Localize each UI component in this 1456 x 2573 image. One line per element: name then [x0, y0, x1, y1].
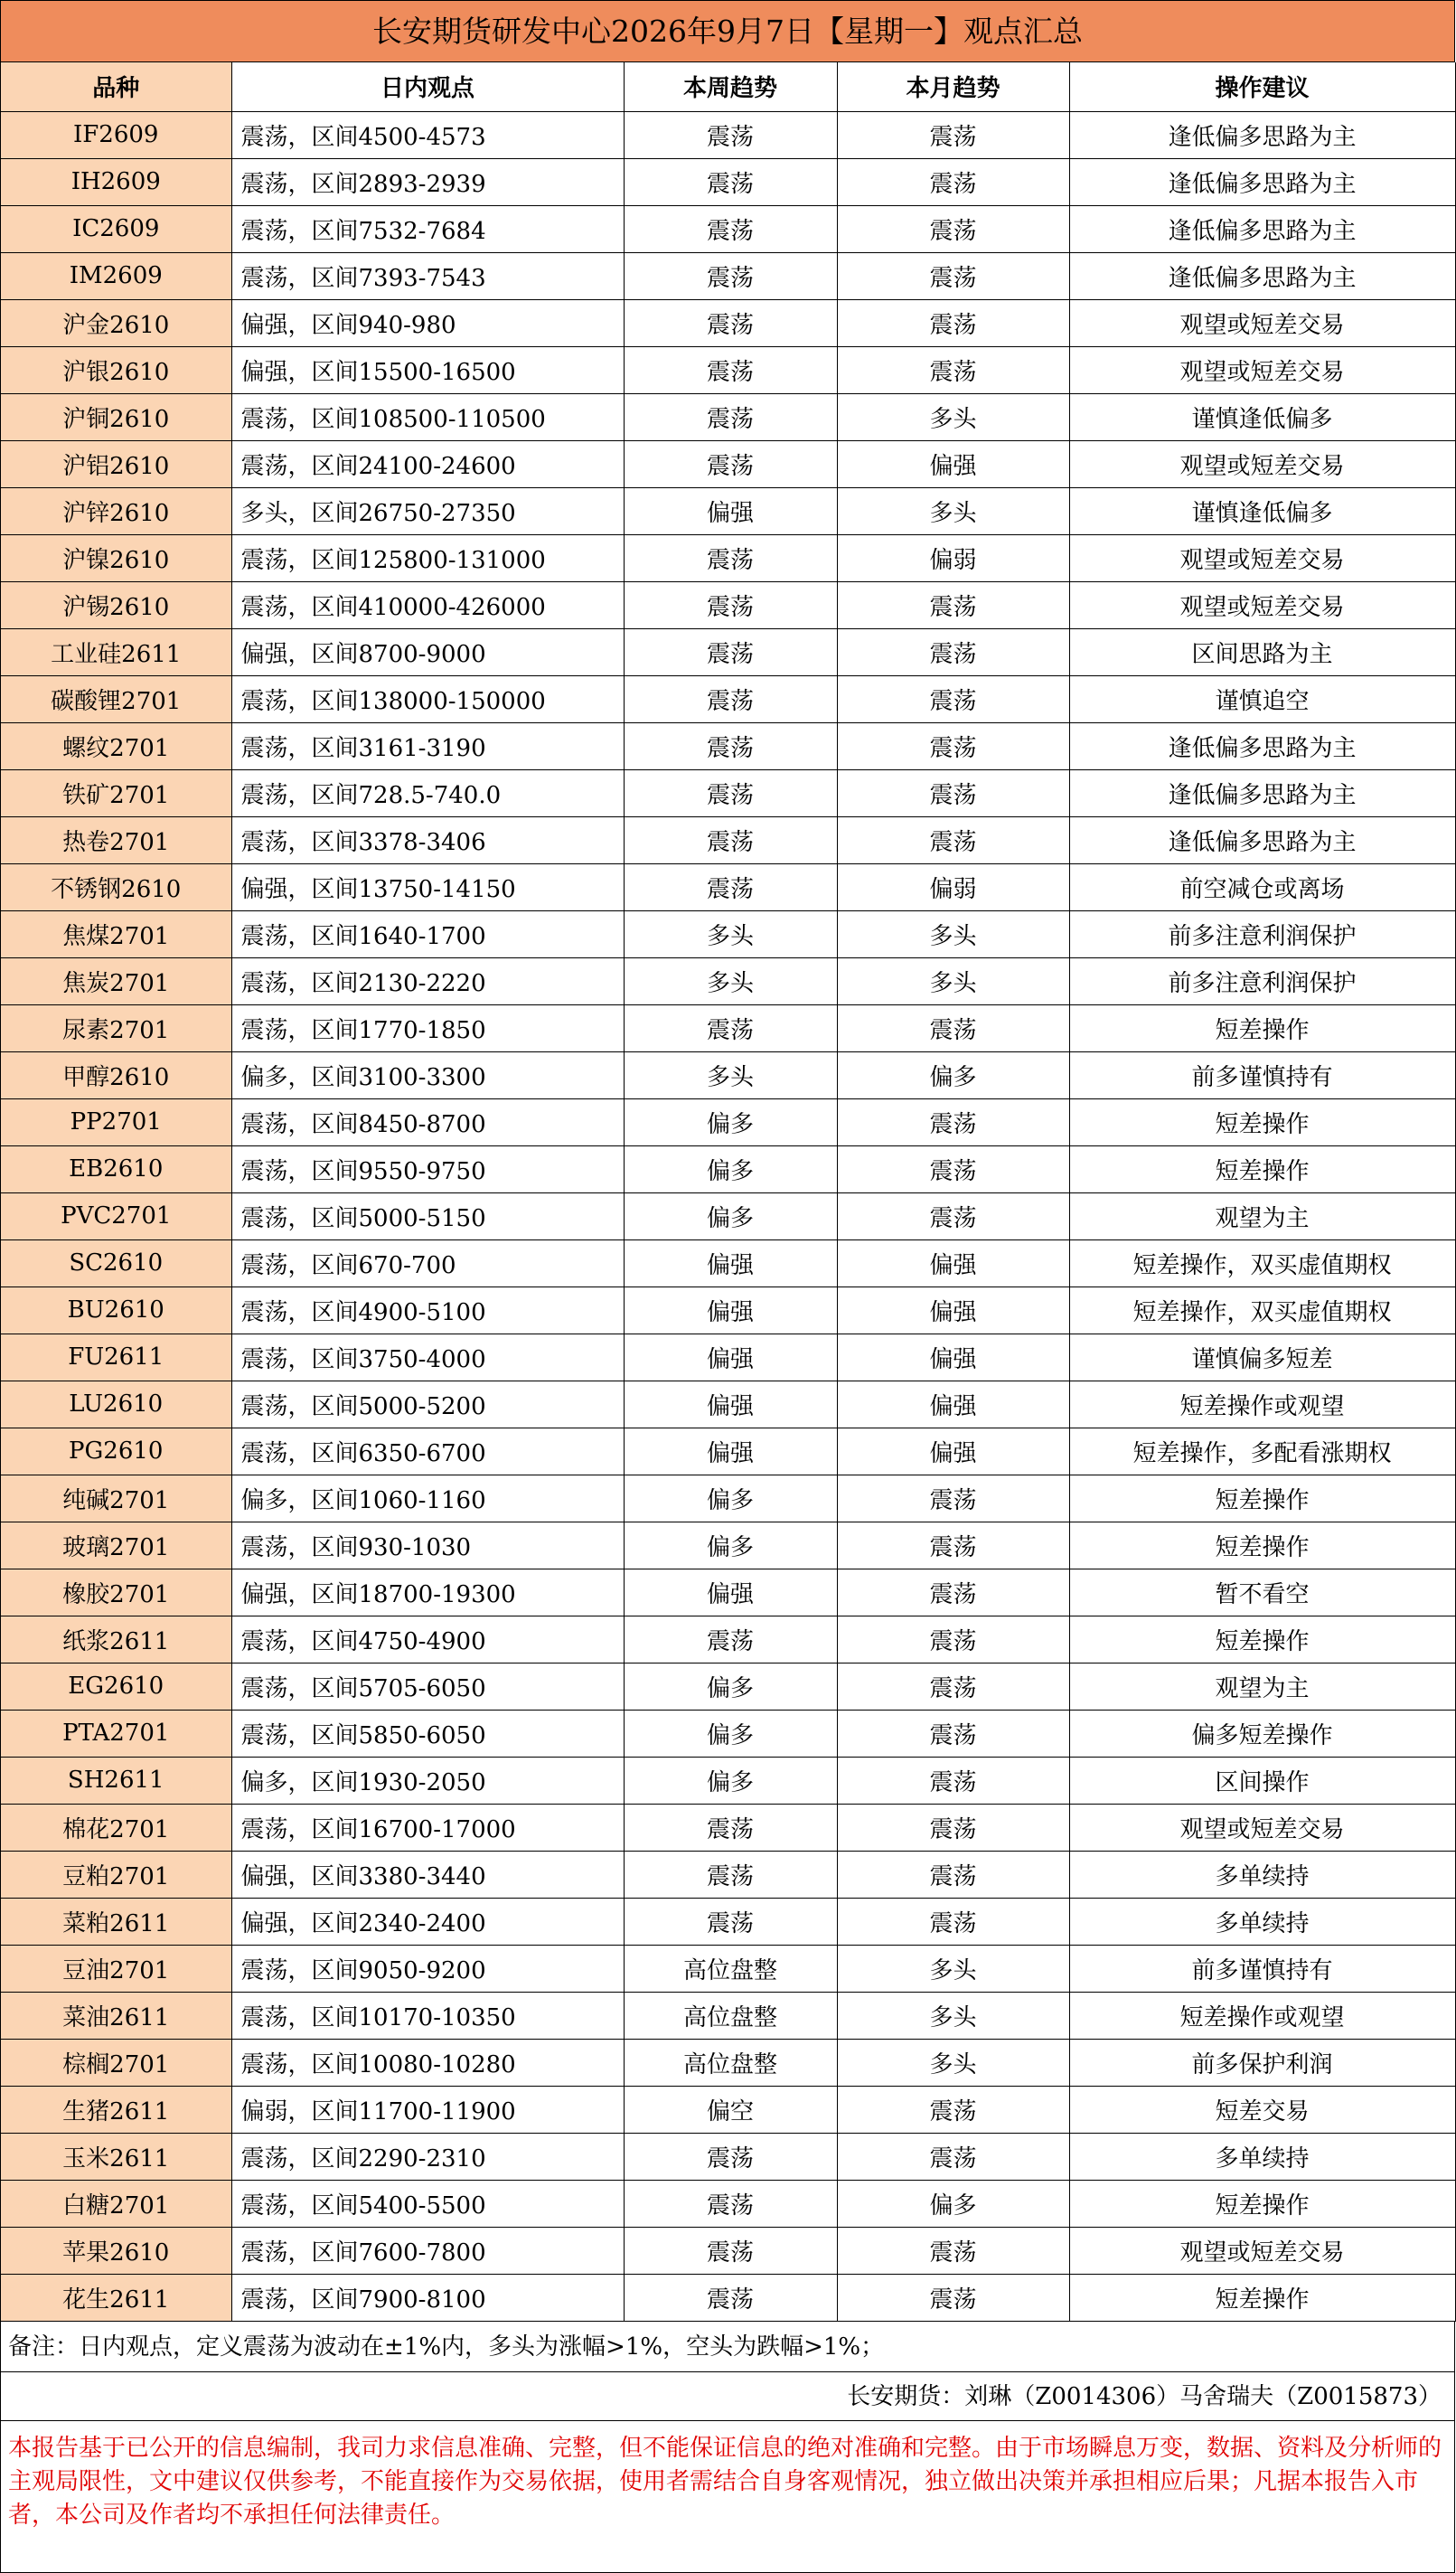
intraday-view-cell: 偏强，区间2340-2400: [231, 1898, 624, 1945]
suggestion-cell: 观望或短差交易: [1069, 2227, 1455, 2274]
weekly-trend-cell: 高位盘整: [624, 2039, 837, 2086]
monthly-trend-cell: 震荡: [837, 722, 1069, 769]
table-note: 备注：日内观点，定义震荡为波动在±1%内，多头为涨幅>1%，空头为跌幅>1%；: [1, 2322, 1455, 2372]
suggestion-cell: 逢低偏多思路为主: [1069, 111, 1455, 158]
table-row: [1, 910, 1455, 957]
intraday-view-cell: 震荡，区间5000-5150: [231, 1192, 624, 1239]
table-row: [1, 1428, 1455, 1475]
weekly-trend-cell: 偏空: [624, 2086, 837, 2133]
monthly-trend-cell: 震荡: [837, 1851, 1069, 1898]
suggestion-cell: 短差操作: [1069, 1145, 1455, 1192]
weekly-trend-cell: 偏多: [624, 1098, 837, 1145]
table-row: [1, 2133, 1455, 2180]
weekly-trend-cell: 震荡: [624, 2227, 837, 2274]
monthly-trend-cell: 偏强: [837, 440, 1069, 487]
table-row: [1, 2180, 1455, 2227]
intraday-view-cell: 震荡，区间4500-4573: [231, 111, 624, 158]
table-row: [1, 1851, 1455, 1898]
intraday-view-cell: 震荡，区间5400-5500: [231, 2180, 624, 2227]
weekly-trend-cell: 高位盘整: [624, 1992, 837, 2039]
monthly-trend-cell: 多头: [837, 1945, 1069, 1992]
table-row: [1, 346, 1455, 393]
variety-cell: 沪镍2610: [1, 534, 231, 581]
intraday-view-cell: 震荡，区间7532-7684: [231, 205, 624, 252]
variety-cell: SC2610: [1, 1239, 231, 1286]
monthly-trend-cell: 偏多: [837, 2180, 1069, 2227]
intraday-view-cell: 偏强，区间940-980: [231, 299, 624, 346]
intraday-view-cell: 震荡，区间2130-2220: [231, 957, 624, 1004]
header-weekly-trend: 本周趋势: [624, 62, 837, 111]
table-row: [1, 111, 1455, 158]
table-row: [1, 1804, 1455, 1851]
suggestion-cell: 多单续持: [1069, 2133, 1455, 2180]
variety-cell: IF2609: [1, 111, 231, 158]
disclaimer-text: 本报告基于已公开的信息编制，我司力求信息准确、完整，但不能保证信息的绝对准确和完整。由于市场瞬息万变，数据、资料及分析师的主观局限性，文中建议仅供参考，不能直接作为交易依据，使用者需结合自身客观情况，独立做出决策并承担相应后果；凡据本报告入市者，本公司及作者均不承担任何法律责任。: [1, 2421, 1455, 2573]
table-row: [1, 440, 1455, 487]
table-row: [1, 252, 1455, 299]
monthly-trend-cell: 震荡: [837, 1616, 1069, 1663]
intraday-view-cell: 震荡，区间728.5-740.0: [231, 769, 624, 816]
variety-cell: 白糖2701: [1, 2180, 231, 2227]
suggestion-cell: 观望为主: [1069, 1192, 1455, 1239]
weekly-trend-cell: 偏强: [624, 1569, 837, 1616]
monthly-trend-cell: 偏强: [837, 1334, 1069, 1381]
variety-cell: LU2610: [1, 1381, 231, 1428]
table-row: [1, 1051, 1455, 1098]
intraday-view-cell: 震荡，区间3378-3406: [231, 816, 624, 863]
variety-cell: 不锈钢2610: [1, 863, 231, 910]
monthly-trend-cell: 多头: [837, 910, 1069, 957]
monthly-trend-cell: 多头: [837, 957, 1069, 1004]
table-row: [1, 1569, 1455, 1616]
weekly-trend-cell: 高位盘整: [624, 1945, 837, 1992]
weekly-trend-cell: 偏强: [624, 1428, 837, 1475]
weekly-trend-cell: 震荡: [624, 1851, 837, 1898]
monthly-trend-cell: 震荡: [837, 1710, 1069, 1757]
intraday-view-cell: 震荡，区间5000-5200: [231, 1381, 624, 1428]
monthly-trend-cell: 多头: [837, 1992, 1069, 2039]
table-row: [1, 1945, 1455, 1992]
suggestion-cell: 短差操作: [1069, 1098, 1455, 1145]
monthly-trend-cell: 震荡: [837, 111, 1069, 158]
monthly-trend-cell: 震荡: [837, 1569, 1069, 1616]
intraday-view-cell: 震荡，区间3750-4000: [231, 1334, 624, 1381]
weekly-trend-cell: 震荡: [624, 2133, 837, 2180]
weekly-trend-cell: 震荡: [624, 581, 837, 628]
variety-cell: SH2611: [1, 1757, 231, 1804]
table-row: [1, 534, 1455, 581]
weekly-trend-cell: 偏多: [624, 1475, 837, 1522]
monthly-trend-cell: 震荡: [837, 252, 1069, 299]
suggestion-cell: 逢低偏多思路为主: [1069, 205, 1455, 252]
suggestion-cell: 观望为主: [1069, 1663, 1455, 1710]
monthly-trend-cell: 偏弱: [837, 534, 1069, 581]
variety-cell: EG2610: [1, 1663, 231, 1710]
variety-cell: 焦炭2701: [1, 957, 231, 1004]
variety-cell: EB2610: [1, 1145, 231, 1192]
weekly-trend-cell: 多头: [624, 910, 837, 957]
variety-cell: PTA2701: [1, 1710, 231, 1757]
weekly-trend-cell: 震荡: [624, 2274, 837, 2321]
monthly-trend-cell: 震荡: [837, 2086, 1069, 2133]
monthly-trend-cell: 震荡: [837, 1898, 1069, 1945]
weekly-trend-cell: 震荡: [624, 111, 837, 158]
table-row: [1, 1098, 1455, 1145]
variety-cell: 热卷2701: [1, 816, 231, 863]
suggestion-cell: 谨慎追空: [1069, 675, 1455, 722]
intraday-view-cell: 震荡，区间5850-6050: [231, 1710, 624, 1757]
weekly-trend-cell: 震荡: [624, 346, 837, 393]
intraday-view-cell: 震荡，区间10080-10280: [231, 2039, 624, 2086]
intraday-view-cell: 震荡，区间9550-9750: [231, 1145, 624, 1192]
variety-cell: 花生2611: [1, 2274, 231, 2321]
monthly-trend-cell: 偏强: [837, 1428, 1069, 1475]
suggestion-cell: 谨慎逢低偏多: [1069, 393, 1455, 440]
suggestion-cell: 短差操作: [1069, 1475, 1455, 1522]
table-row: [1, 769, 1455, 816]
table-row: [1, 2039, 1455, 2086]
header-suggestion: 操作建议: [1069, 62, 1455, 111]
table-row: [1, 2227, 1455, 2274]
suggestion-cell: 短差操作，双买虚值期权: [1069, 1239, 1455, 1286]
table-row: [1, 1145, 1455, 1192]
weekly-trend-cell: 震荡: [624, 769, 837, 816]
weekly-trend-cell: 偏多: [624, 1663, 837, 1710]
intraday-view-cell: 震荡，区间1770-1850: [231, 1004, 624, 1051]
weekly-trend-cell: 偏多: [624, 1192, 837, 1239]
variety-cell: FU2611: [1, 1334, 231, 1381]
monthly-trend-cell: 震荡: [837, 2133, 1069, 2180]
variety-cell: 尿素2701: [1, 1004, 231, 1051]
suggestion-cell: 观望或短差交易: [1069, 534, 1455, 581]
suggestion-cell: 观望或短差交易: [1069, 581, 1455, 628]
monthly-trend-cell: 多头: [837, 393, 1069, 440]
monthly-trend-cell: 震荡: [837, 816, 1069, 863]
intraday-view-cell: 震荡，区间410000-426000: [231, 581, 624, 628]
variety-cell: 甲醇2610: [1, 1051, 231, 1098]
intraday-view-cell: 震荡，区间2290-2310: [231, 2133, 624, 2180]
variety-cell: 玉米2611: [1, 2133, 231, 2180]
suggestion-cell: 逢低偏多思路为主: [1069, 252, 1455, 299]
weekly-trend-cell: 偏强: [624, 1239, 837, 1286]
suggestion-cell: 逢低偏多思路为主: [1069, 816, 1455, 863]
table-row: [1, 393, 1455, 440]
monthly-trend-cell: 震荡: [837, 2227, 1069, 2274]
suggestion-cell: 多单续持: [1069, 1898, 1455, 1945]
table-row: [1, 1004, 1455, 1051]
weekly-trend-cell: 偏多: [624, 1145, 837, 1192]
intraday-view-cell: 震荡，区间4750-4900: [231, 1616, 624, 1663]
suggestion-cell: 前多注意利润保护: [1069, 957, 1455, 1004]
intraday-view-cell: 震荡，区间4900-5100: [231, 1286, 624, 1334]
authors-line: 长安期货：刘琳（Z0014306）马舍瑞夫（Z0015873）: [1, 2372, 1455, 2421]
intraday-view-cell: 多头，区间26750-27350: [231, 487, 624, 534]
table-row: [1, 1898, 1455, 1945]
monthly-trend-cell: 震荡: [837, 1004, 1069, 1051]
suggestion-cell: 前多谨慎持有: [1069, 1051, 1455, 1098]
monthly-trend-cell: 震荡: [837, 1522, 1069, 1569]
weekly-trend-cell: 震荡: [624, 2180, 837, 2227]
variety-cell: PG2610: [1, 1428, 231, 1475]
table-row: [1, 2086, 1455, 2133]
intraday-view-cell: 偏强，区间13750-14150: [231, 863, 624, 910]
weekly-trend-cell: 震荡: [624, 252, 837, 299]
suggestion-cell: 暂不看空: [1069, 1569, 1455, 1616]
variety-cell: 棉花2701: [1, 1804, 231, 1851]
suggestion-cell: 短差操作，双买虚值期权: [1069, 1286, 1455, 1334]
intraday-view-cell: 偏强，区间15500-16500: [231, 346, 624, 393]
weekly-trend-cell: 震荡: [624, 1616, 837, 1663]
header-monthly-trend: 本月趋势: [837, 62, 1069, 111]
suggestion-cell: 区间思路为主: [1069, 628, 1455, 675]
table-row: [1, 1475, 1455, 1522]
intraday-view-cell: 震荡，区间8450-8700: [231, 1098, 624, 1145]
monthly-trend-cell: 震荡: [837, 299, 1069, 346]
weekly-trend-cell: 震荡: [624, 299, 837, 346]
suggestion-cell: 逢低偏多思路为主: [1069, 158, 1455, 205]
suggestion-cell: 前空减仓或离场: [1069, 863, 1455, 910]
table-row: [1, 1616, 1455, 1663]
variety-cell: 沪锌2610: [1, 487, 231, 534]
monthly-trend-cell: 偏弱: [837, 863, 1069, 910]
weekly-trend-cell: 偏多: [624, 1757, 837, 1804]
variety-cell: IC2609: [1, 205, 231, 252]
variety-cell: 橡胶2701: [1, 1569, 231, 1616]
table-row: [1, 722, 1455, 769]
suggestion-cell: 短差操作: [1069, 1004, 1455, 1051]
table-row: [1, 1663, 1455, 1710]
intraday-view-cell: 震荡，区间6350-6700: [231, 1428, 624, 1475]
monthly-trend-cell: 震荡: [837, 1475, 1069, 1522]
variety-cell: 菜粕2611: [1, 1898, 231, 1945]
variety-cell: 生猪2611: [1, 2086, 231, 2133]
suggestion-cell: 短差交易: [1069, 2086, 1455, 2133]
variety-cell: 苹果2610: [1, 2227, 231, 2274]
weekly-trend-cell: 偏强: [624, 487, 837, 534]
weekly-trend-cell: 震荡: [624, 534, 837, 581]
intraday-view-cell: 偏多，区间3100-3300: [231, 1051, 624, 1098]
table-row: [1, 581, 1455, 628]
intraday-view-cell: 震荡，区间125800-131000: [231, 534, 624, 581]
intraday-view-cell: 震荡，区间5705-6050: [231, 1663, 624, 1710]
monthly-trend-cell: 偏多: [837, 1051, 1069, 1098]
table-row: [1, 1757, 1455, 1804]
monthly-trend-cell: 震荡: [837, 346, 1069, 393]
suggestion-cell: 短差操作: [1069, 1522, 1455, 1569]
monthly-trend-cell: 震荡: [837, 1663, 1069, 1710]
monthly-trend-cell: 震荡: [837, 675, 1069, 722]
variety-cell: 工业硅2611: [1, 628, 231, 675]
table-row: [1, 487, 1455, 534]
variety-cell: 玻璃2701: [1, 1522, 231, 1569]
variety-cell: 螺纹2701: [1, 722, 231, 769]
variety-cell: 沪金2610: [1, 299, 231, 346]
intraday-view-cell: 震荡，区间7600-7800: [231, 2227, 624, 2274]
variety-cell: 纸浆2611: [1, 1616, 231, 1663]
variety-cell: 沪银2610: [1, 346, 231, 393]
variety-cell: 焦煤2701: [1, 910, 231, 957]
intraday-view-cell: 震荡，区间7900-8100: [231, 2274, 624, 2321]
monthly-trend-cell: 偏强: [837, 1381, 1069, 1428]
intraday-view-cell: 震荡，区间670-700: [231, 1239, 624, 1286]
variety-cell: 纯碱2701: [1, 1475, 231, 1522]
weekly-trend-cell: 震荡: [624, 205, 837, 252]
monthly-trend-cell: 震荡: [837, 628, 1069, 675]
table-row: [1, 816, 1455, 863]
monthly-trend-cell: 震荡: [837, 2274, 1069, 2321]
suggestion-cell: 前多谨慎持有: [1069, 1945, 1455, 1992]
monthly-trend-cell: 震荡: [837, 1145, 1069, 1192]
table-row: [1, 1239, 1455, 1286]
variety-cell: 碳酸锂2701: [1, 675, 231, 722]
weekly-trend-cell: 多头: [624, 1051, 837, 1098]
suggestion-cell: 逢低偏多思路为主: [1069, 722, 1455, 769]
header-intraday-view: 日内观点: [231, 62, 624, 111]
monthly-trend-cell: 多头: [837, 487, 1069, 534]
variety-cell: BU2610: [1, 1286, 231, 1334]
table-row: [1, 957, 1455, 1004]
weekly-trend-cell: 震荡: [624, 1004, 837, 1051]
weekly-trend-cell: 震荡: [624, 440, 837, 487]
table-row: [1, 863, 1455, 910]
intraday-view-cell: 偏弱，区间11700-11900: [231, 2086, 624, 2133]
intraday-view-cell: 震荡，区间2893-2939: [231, 158, 624, 205]
variety-cell: 棕榈2701: [1, 2039, 231, 2086]
weekly-trend-cell: 震荡: [624, 816, 837, 863]
suggestion-cell: 观望或短差交易: [1069, 440, 1455, 487]
intraday-view-cell: 震荡，区间10170-10350: [231, 1992, 624, 2039]
intraday-view-cell: 震荡，区间3161-3190: [231, 722, 624, 769]
variety-cell: PVC2701: [1, 1192, 231, 1239]
suggestion-cell: 前多注意利润保护: [1069, 910, 1455, 957]
weekly-trend-cell: 震荡: [624, 722, 837, 769]
suggestion-cell: 谨慎逢低偏多: [1069, 487, 1455, 534]
table-header-row: [1, 62, 1455, 111]
intraday-view-cell: 震荡，区间7393-7543: [231, 252, 624, 299]
weekly-trend-cell: 多头: [624, 957, 837, 1004]
weekly-trend-cell: 偏强: [624, 1381, 837, 1428]
table-row: [1, 1286, 1455, 1334]
table-row: [1, 675, 1455, 722]
table-row: [1, 1522, 1455, 1569]
table-row: [1, 158, 1455, 205]
table-row: [1, 1710, 1455, 1757]
suggestion-cell: 短差操作: [1069, 1616, 1455, 1663]
table-row: [1, 1992, 1455, 2039]
table-row: [1, 205, 1455, 252]
page-title: 长安期货研发中心2026年9月7日【星期一】观点汇总: [1, 1, 1455, 62]
intraday-view-cell: 震荡，区间108500-110500: [231, 393, 624, 440]
variety-cell: PP2701: [1, 1098, 231, 1145]
suggestion-cell: 短差操作: [1069, 2274, 1455, 2321]
suggestion-cell: 多单续持: [1069, 1851, 1455, 1898]
variety-cell: 铁矿2701: [1, 769, 231, 816]
suggestion-cell: 偏多短差操作: [1069, 1710, 1455, 1757]
monthly-trend-cell: 震荡: [837, 769, 1069, 816]
weekly-trend-cell: 偏多: [624, 1522, 837, 1569]
variety-cell: IH2609: [1, 158, 231, 205]
suggestion-cell: 谨慎偏多短差: [1069, 1334, 1455, 1381]
table-row: [1, 628, 1455, 675]
header-variety: 品种: [1, 62, 231, 111]
table-row: [1, 2274, 1455, 2321]
variety-cell: 沪锡2610: [1, 581, 231, 628]
variety-cell: IM2609: [1, 252, 231, 299]
weekly-trend-cell: 震荡: [624, 628, 837, 675]
monthly-trend-cell: 偏强: [837, 1239, 1069, 1286]
monthly-trend-cell: 震荡: [837, 1757, 1069, 1804]
suggestion-cell: 短差操作或观望: [1069, 1381, 1455, 1428]
weekly-trend-cell: 震荡: [624, 1804, 837, 1851]
suggestion-cell: 前多保护利润: [1069, 2039, 1455, 2086]
suggestion-cell: 逢低偏多思路为主: [1069, 769, 1455, 816]
monthly-trend-cell: 偏强: [837, 1286, 1069, 1334]
table-row: [1, 299, 1455, 346]
suggestion-cell: 短差操作: [1069, 2180, 1455, 2227]
weekly-trend-cell: 震荡: [624, 675, 837, 722]
weekly-trend-cell: 震荡: [624, 1898, 837, 1945]
views-table: [1, 62, 1456, 2322]
monthly-trend-cell: 震荡: [837, 158, 1069, 205]
weekly-trend-cell: 震荡: [624, 158, 837, 205]
monthly-trend-cell: 震荡: [837, 1098, 1069, 1145]
intraday-view-cell: 偏多，区间1930-2050: [231, 1757, 624, 1804]
table-row: [1, 1334, 1455, 1381]
table-row: [1, 1381, 1455, 1428]
variety-cell: 豆粕2701: [1, 1851, 231, 1898]
suggestion-cell: 观望或短差交易: [1069, 1804, 1455, 1851]
weekly-trend-cell: 偏强: [624, 1334, 837, 1381]
intraday-view-cell: 偏多，区间1060-1160: [231, 1475, 624, 1522]
table-row: [1, 1192, 1455, 1239]
intraday-view-cell: 震荡，区间9050-9200: [231, 1945, 624, 1992]
suggestion-cell: 短差操作或观望: [1069, 1992, 1455, 2039]
variety-cell: 沪铜2610: [1, 393, 231, 440]
weekly-trend-cell: 偏强: [624, 1286, 837, 1334]
weekly-trend-cell: 偏多: [624, 1710, 837, 1757]
intraday-view-cell: 偏强，区间8700-9000: [231, 628, 624, 675]
intraday-view-cell: 偏强，区间18700-19300: [231, 1569, 624, 1616]
intraday-view-cell: 偏强，区间3380-3440: [231, 1851, 624, 1898]
weekly-trend-cell: 震荡: [624, 863, 837, 910]
suggestion-cell: 观望或短差交易: [1069, 299, 1455, 346]
variety-cell: 豆油2701: [1, 1945, 231, 1992]
monthly-trend-cell: 震荡: [837, 205, 1069, 252]
suggestion-cell: 短差操作，多配看涨期权: [1069, 1428, 1455, 1475]
monthly-trend-cell: 震荡: [837, 1192, 1069, 1239]
suggestion-cell: 区间操作: [1069, 1757, 1455, 1804]
intraday-view-cell: 震荡，区间16700-17000: [231, 1804, 624, 1851]
suggestion-cell: 观望或短差交易: [1069, 346, 1455, 393]
monthly-trend-cell: 震荡: [837, 581, 1069, 628]
variety-cell: 菜油2611: [1, 1992, 231, 2039]
weekly-trend-cell: 震荡: [624, 393, 837, 440]
intraday-view-cell: 震荡，区间930-1030: [231, 1522, 624, 1569]
intraday-view-cell: 震荡，区间1640-1700: [231, 910, 624, 957]
monthly-trend-cell: 震荡: [837, 1804, 1069, 1851]
monthly-trend-cell: 多头: [837, 2039, 1069, 2086]
intraday-view-cell: 震荡，区间138000-150000: [231, 675, 624, 722]
intraday-view-cell: 震荡，区间24100-24600: [231, 440, 624, 487]
variety-cell: 沪铝2610: [1, 440, 231, 487]
